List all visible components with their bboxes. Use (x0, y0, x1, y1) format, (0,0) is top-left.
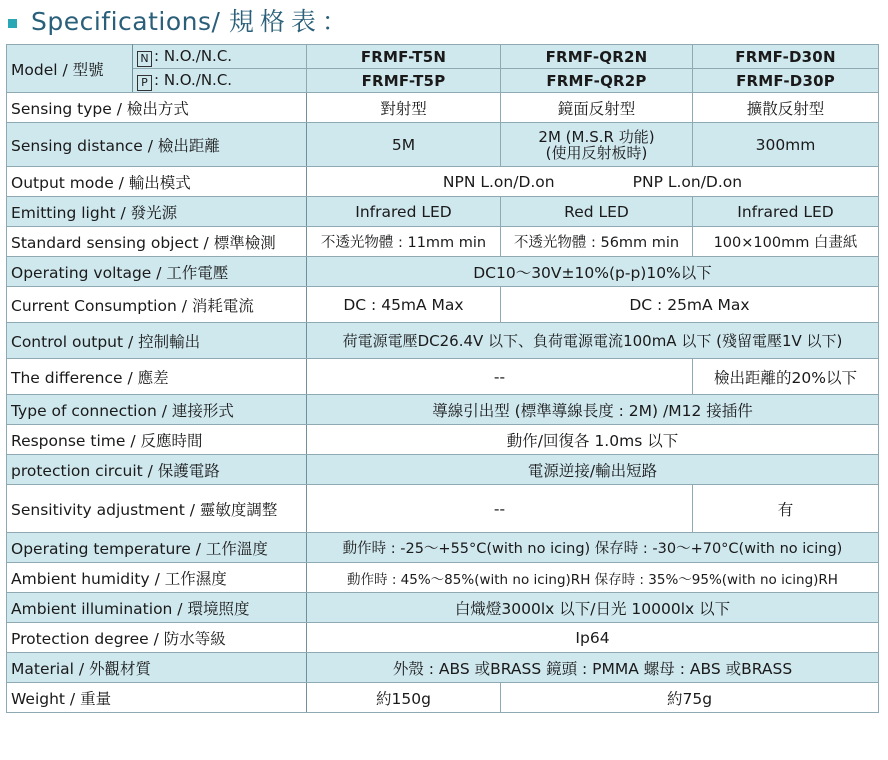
value-cell: 300mm (693, 123, 879, 167)
table-row (7, 69, 879, 93)
table-row (7, 395, 879, 425)
value-cell: -- (307, 485, 693, 533)
value-line: (使用反射板時) (545, 143, 648, 162)
table-row (7, 287, 879, 323)
npn-legend-text: : N.O./N.C. (154, 46, 233, 65)
table-row (7, 323, 879, 359)
table-row (7, 197, 879, 227)
row-label: Emitting light / 發光源 (7, 197, 307, 227)
model-cell: FRMF-QR2N (501, 45, 693, 69)
row-label: Operating temperature / 工作溫度 (7, 533, 307, 563)
value-cell: DC : 45mA Max (307, 287, 501, 323)
row-label: Ambient humidity / 工作濕度 (7, 563, 307, 593)
row-label: Material / 外觀材質 (7, 653, 307, 683)
spec-table (6, 44, 879, 713)
row-label: Sensitivity adjustment / 靈敏度調整 (7, 485, 307, 533)
row-label: Operating voltage / 工作電壓 (7, 257, 307, 287)
row-label: Protection degree / 防水等級 (7, 623, 307, 653)
table-row (7, 257, 879, 287)
row-label: protection circuit / 保護電路 (7, 455, 307, 485)
model-cell: FRMF-D30P (693, 69, 879, 93)
table-row (7, 167, 879, 197)
value-cell: 動作/回復各 1.0ms 以下 (307, 425, 879, 455)
table-row (7, 593, 879, 623)
value-cell: 荷電源電壓DC26.4V 以下、負荷電源電流100mA 以下 (殘留電壓1V 以下) (307, 323, 879, 359)
value-cell: 5M (307, 123, 501, 167)
row-label: The difference / 應差 (7, 359, 307, 395)
table-row (7, 227, 879, 257)
row-label: Sensing type / 檢出方式 (7, 93, 307, 123)
row-label: Current Consumption / 消耗電流 (7, 287, 307, 323)
value-cell: 約75g (501, 683, 879, 713)
value-cell: 動作時 : -25～+55°C(with no icing) 保存時 : -30～+70°C(with no icing) (307, 533, 879, 563)
row-label: Weight / 重量 (7, 683, 307, 713)
row-label: Standard sensing object / 標準檢測 (7, 227, 307, 257)
n-box-icon: N (137, 51, 152, 67)
model-cell: FRMF-T5P (307, 69, 501, 93)
value-cell: 白熾燈3000lx 以下/日光 10000lx 以下 (307, 593, 879, 623)
table-row (7, 563, 879, 593)
npn-legend (133, 45, 307, 69)
row-label: Output mode / 輸出模式 (7, 167, 307, 197)
table-row (7, 359, 879, 395)
value-cell: Infrared LED (307, 197, 501, 227)
p-box-icon: P (137, 75, 152, 91)
row-label: Model / 型號 (7, 45, 133, 93)
value-line: 2M (M.S.R 功能) (538, 127, 655, 146)
model-cell: FRMF-D30N (693, 45, 879, 69)
pnp-legend (133, 69, 307, 93)
table-row (7, 455, 879, 485)
row-label: Response time / 反應時間 (7, 425, 307, 455)
row-label: Control output / 控制輸出 (7, 323, 307, 359)
value-cell: 檢出距離的20%以下 (693, 359, 879, 395)
value-cell: 擴散反射型 (693, 93, 879, 123)
table-row (7, 533, 879, 563)
pnp-legend-text: : N.O./N.C. (154, 70, 233, 89)
table-row (7, 93, 879, 123)
table-row (7, 45, 879, 69)
table-row (7, 485, 879, 533)
value-cell: 約150g (307, 683, 501, 713)
value-cell: 對射型 (307, 93, 501, 123)
row-label: Sensing distance / 檢出距離 (7, 123, 307, 167)
table-row (7, 683, 879, 713)
value-cell: 鏡面反射型 (501, 93, 693, 123)
value-cell: 不透光物體 : 56mm min (501, 227, 693, 257)
table-row (7, 653, 879, 683)
value-cell (501, 123, 693, 167)
model-cell: FRMF-QR2P (501, 69, 693, 93)
model-cell: FRMF-T5N (307, 45, 501, 69)
value-cell: 外殼 : ABS 或BRASS 鏡頭 : PMMA 螺母 : ABS 或BRASS (307, 653, 879, 683)
row-label: Ambient illumination / 環境照度 (7, 593, 307, 623)
table-row (7, 623, 879, 653)
value-cell: DC : 25mA Max (501, 287, 879, 323)
npn-mode: NPN L.on/D.on (442, 172, 555, 191)
title-en: Specifications/ (31, 7, 221, 36)
value-cell: Ip64 (307, 623, 879, 653)
value-cell (307, 167, 879, 197)
table-row (7, 123, 879, 167)
value-cell: 動作時 : 45%～85%(with no icing)RH 保存時 : 35%～95%(with no icing)RH (307, 563, 879, 593)
value-cell: Infrared LED (693, 197, 879, 227)
value-cell: 有 (693, 485, 879, 533)
value-cell: 100×100mm 白畫紙 (693, 227, 879, 257)
pnp-mode: PNP L.on/D.on (632, 172, 743, 191)
value-cell: Red LED (501, 197, 693, 227)
table-row (7, 425, 879, 455)
row-label: Type of connection / 連接形式 (7, 395, 307, 425)
value-cell: 不透光物體 : 11mm min (307, 227, 501, 257)
value-cell: DC10～30V±10%(p-p)10%以下 (307, 257, 879, 287)
title-cn: 規格表： (228, 7, 353, 36)
value-cell: -- (307, 359, 693, 395)
page-title (31, 2, 353, 38)
value-cell: 導線引出型 (標準導線長度 : 2M) /M12 接插件 (307, 395, 879, 425)
value-cell: 電源逆接/輸出短路 (307, 455, 879, 485)
square-bullet-icon (8, 19, 17, 28)
section-title (8, 0, 353, 40)
